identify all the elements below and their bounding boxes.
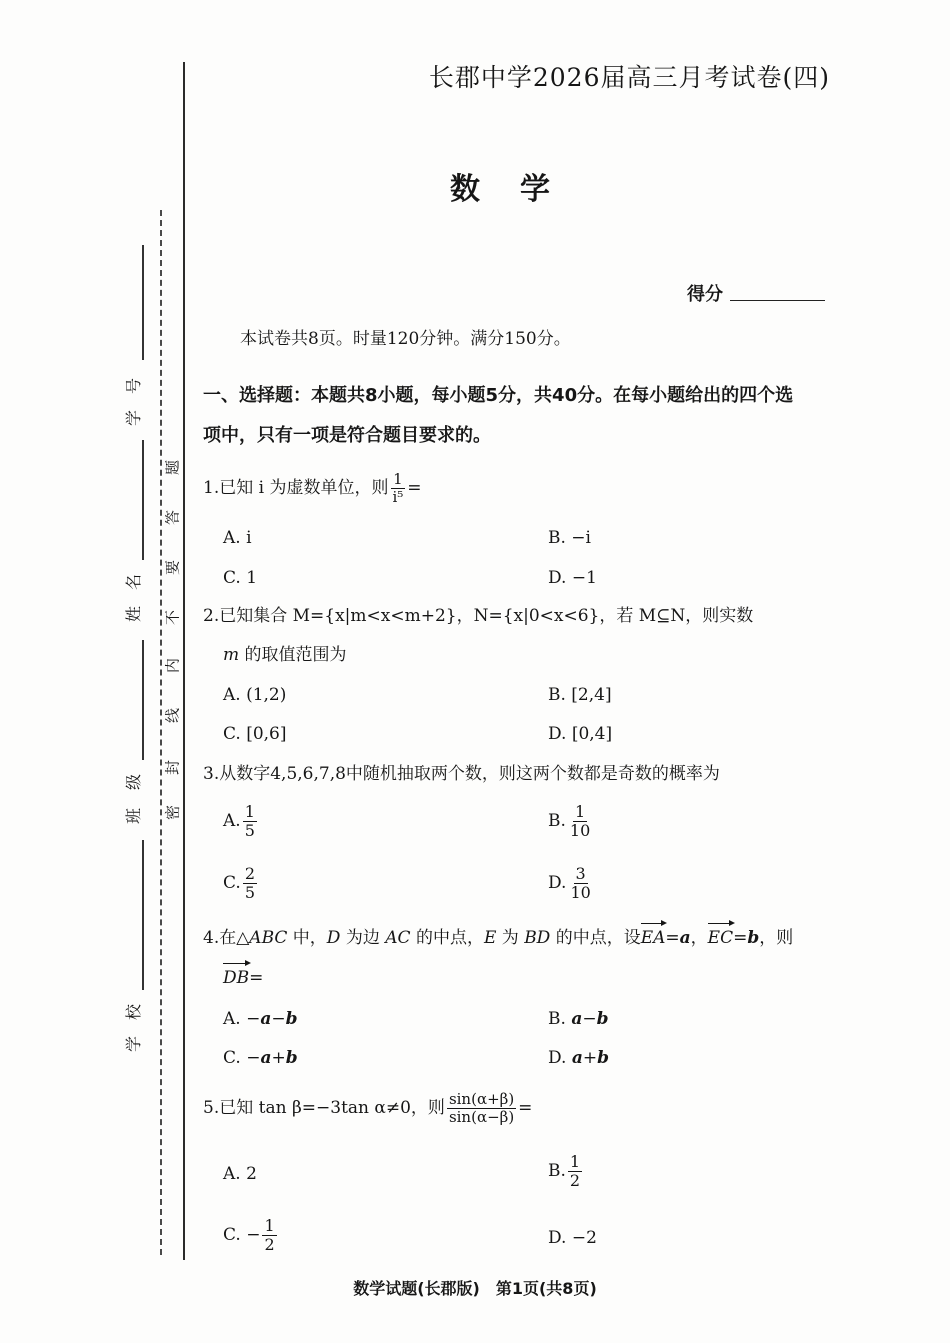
page-footer: 数学试题(长郡版) 第1页(共8页) (353, 1279, 597, 1298)
q4-b-op: − (582, 1009, 597, 1029)
q5-c-den: 2 (264, 1235, 275, 1254)
q1-option-b[interactable]: B. −i (548, 528, 591, 548)
question-2-stem: 2.已知集合 M={x|m<x<m+2}，N={x|0<x<6}，若 M⊆N，则实数 (203, 606, 754, 626)
subject-title: 数学 (450, 172, 590, 207)
section-heading-line: 一、选择题：本题共8小题，每小题5分，共40分。在每小题给出的四个选 (203, 385, 794, 406)
q1-option-a[interactable]: A. i (223, 528, 252, 548)
field-label-char: 学 (124, 410, 143, 427)
q4-b-vec1: a (571, 1009, 583, 1029)
q2-line2-text: 的取值范围为 (239, 645, 347, 665)
field-label-char: 校 (124, 1004, 143, 1021)
q3-d-num: 3 (575, 864, 586, 883)
q5-b-fraction (568, 1154, 582, 1189)
q4-option-d[interactable] (548, 1046, 609, 1070)
q4-option-b[interactable] (548, 1007, 608, 1031)
q4-option-c[interactable] (223, 1046, 298, 1070)
q4-vector-a: a (679, 928, 691, 948)
seal-char: 内 (163, 658, 182, 674)
q4-text: = (249, 968, 264, 988)
q3-option-b[interactable] (548, 804, 594, 839)
score-blank[interactable] (730, 300, 825, 301)
school-line (142, 840, 144, 990)
q4-text: 为 (496, 928, 525, 948)
exam-instructions: 本试卷共8页。时量120分钟。满分150分。 (240, 329, 571, 349)
q4-d-op: + (582, 1048, 598, 1068)
field-label-char: 名 (124, 574, 143, 591)
q4-text: 4.在△ (203, 928, 250, 948)
q4-vector-ea: EA (640, 928, 666, 948)
q4-vector-db: DB (223, 968, 250, 988)
q3-option-a[interactable] (223, 804, 259, 839)
q4-point-e: E (483, 928, 497, 948)
q4-vector-ec: EC (707, 928, 734, 948)
q3-b-label: B. (548, 811, 566, 831)
seal-char: 要 (163, 560, 182, 576)
section-heading-line: 项中，只有一项是符合题目要求的。 (203, 425, 491, 446)
q3-d-den: 10 (570, 883, 591, 902)
q1-fraction (390, 472, 405, 505)
q5-b-num: 1 (569, 1152, 581, 1171)
question-5-stem (203, 1092, 532, 1125)
field-label-char: 号 (124, 378, 143, 395)
q4-c-vec1: a (260, 1048, 272, 1068)
q3-b-den: 10 (569, 821, 591, 840)
q3-option-d[interactable] (548, 866, 595, 901)
q4-text: = (665, 928, 680, 948)
q5-c-fraction (262, 1218, 276, 1253)
exam-title: 长郡中学2026届高三月考试卷(四) (428, 63, 830, 92)
q3-d-label: D. (548, 873, 567, 893)
q4-text: = (733, 928, 748, 948)
seal-dashed-line (160, 210, 162, 1255)
field-label-char: 班 (124, 808, 143, 825)
q5-option-d[interactable]: D. −2 (548, 1228, 597, 1248)
q3-c-label: C. (223, 873, 241, 893)
q5-frac-num: sin(α+β) (448, 1090, 515, 1108)
q4-text: 为边 (340, 928, 386, 948)
q4-text: 的中点， (410, 928, 484, 948)
q3-c-den: 5 (244, 883, 255, 902)
field-label-char: 姓 (124, 606, 143, 623)
q4-segment-bd: BD (524, 928, 551, 948)
name-line (142, 440, 144, 560)
q2-option-d[interactable]: D. [0,4] (548, 724, 613, 744)
field-label-char: 级 (124, 774, 143, 791)
question-4-stem-cont (223, 966, 263, 990)
q4-triangle-abc: ABC (249, 928, 288, 948)
q4-a-vec2: b (285, 1009, 298, 1029)
seal-char: 答 (163, 510, 182, 526)
q4-c-label: C. − (223, 1048, 261, 1068)
field-label-char: 学 (124, 1036, 143, 1053)
seal-char: 封 (163, 760, 182, 776)
seal-char: 线 (163, 708, 182, 724)
q4-a-op: − (271, 1009, 286, 1029)
q4-text: ， (690, 928, 708, 948)
q5-b-label: B. (548, 1161, 566, 1181)
q4-text: ，则 (759, 928, 794, 948)
q4-a-label: A. − (223, 1009, 261, 1029)
q4-d-vec2: b (597, 1048, 609, 1068)
section-heading (203, 376, 828, 456)
q3-d-fraction (568, 866, 592, 901)
q1-frac-den: i⁵ (392, 488, 404, 506)
q5-b-den: 2 (569, 1171, 581, 1190)
q1-option-d[interactable]: D. −1 (548, 568, 597, 588)
question-2-stem-cont (223, 643, 347, 667)
q4-side-ac: AC (385, 928, 411, 948)
question-4-stem (203, 926, 793, 950)
q1-frac-num: 1 (393, 470, 403, 488)
q3-a-fraction (243, 804, 257, 839)
q5-c-label: C. − (223, 1225, 261, 1245)
q4-c-op: + (271, 1048, 286, 1068)
q2-option-a[interactable]: A. (1,2) (223, 685, 287, 705)
question-3-stem: 3.从数字4,5,6,7,8中随机抽取两个数，则这两个数都是奇数的概率为 (203, 764, 720, 784)
class-line (142, 640, 144, 760)
q3-b-fraction (568, 804, 592, 839)
q3-c-num: 2 (244, 864, 255, 883)
q5-option-c[interactable] (223, 1218, 279, 1253)
score-label: 得分 (687, 284, 723, 305)
q4-option-a[interactable] (223, 1007, 298, 1031)
q2-var-m: m (223, 645, 240, 665)
q4-b-vec2: b (596, 1009, 609, 1029)
q5-frac-den: sin(α−β) (448, 1108, 515, 1126)
q5-fraction (447, 1092, 516, 1125)
seal-char: 题 (163, 460, 182, 476)
q2-option-c[interactable]: C. [0,6] (223, 724, 287, 744)
q5-stem-prefix: 5.已知 tan β=−3tan α≠0，则 (203, 1098, 445, 1118)
q4-vector-b: b (747, 928, 760, 948)
q4-text: 的中点，设 (550, 928, 641, 948)
q4-b-label: B. (548, 1009, 572, 1029)
q4-a-vec1: a (260, 1009, 272, 1029)
q3-c-fraction (243, 866, 257, 901)
q2-option-b[interactable]: B. [2,4] (548, 685, 612, 705)
q1-stem-prefix: 1.已知 i 为虚数单位，则 (203, 478, 389, 498)
q4-text: 中， (287, 928, 327, 948)
q3-option-c[interactable] (223, 866, 259, 901)
binding-border-line (183, 62, 185, 1260)
q4-d-label: D. (548, 1048, 572, 1068)
seal-char: 不 (163, 610, 182, 626)
q4-d-vec1: a (571, 1048, 583, 1068)
q5-stem-suffix: = (518, 1098, 533, 1118)
student-id-line (142, 245, 144, 360)
q4-c-vec2: b (285, 1048, 298, 1068)
q3-a-num: 1 (244, 802, 255, 821)
q5-c-num: 1 (264, 1216, 275, 1235)
seal-char: 密 (163, 805, 182, 821)
q5-option-a[interactable]: A. 2 (223, 1164, 257, 1184)
q5-option-b[interactable] (548, 1154, 584, 1189)
q1-stem-suffix: = (407, 478, 422, 498)
question-1-stem (203, 472, 422, 505)
q3-a-label: A. (223, 811, 241, 831)
q1-option-c[interactable]: C. 1 (223, 568, 258, 588)
q4-point-d: D (326, 928, 341, 948)
q3-a-den: 5 (244, 821, 255, 840)
q3-b-num: 1 (574, 802, 586, 821)
